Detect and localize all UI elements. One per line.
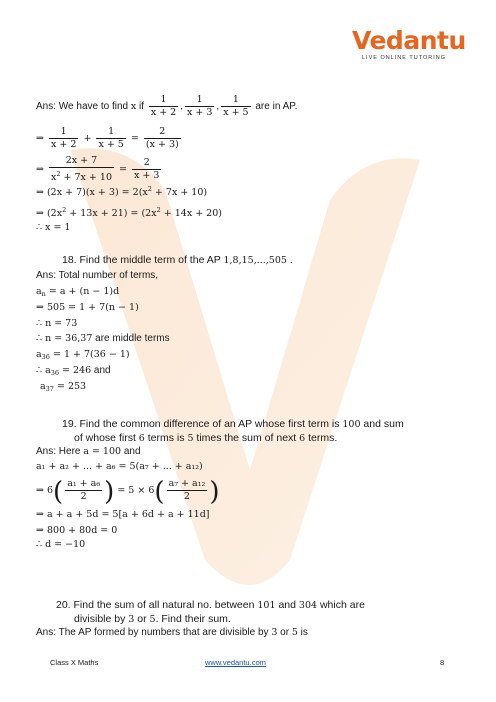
q19-line-4: ⇒ 800 + 80d = 0 [36, 525, 118, 536]
q17-step-4: ⇒ $(2x^2 + 13x + 21) = (2x^2 + 14x + 20)$ [36, 206, 222, 219]
logo-tagline: LIVE ONLINE TUTORING [362, 55, 446, 61]
footer-website-link[interactable]: www.vedantu.com [205, 658, 266, 667]
if-word: if [139, 101, 145, 113]
q18-line-2: ⇒ 505 = 1 + 7(n − 1) [36, 302, 139, 313]
q17-step-1: ⇒ $\frac{1}{x + 2}$ + $\frac{1}{x + 5}$ = $\frac{2}{(x + 3)}$ [36, 126, 179, 150]
footer-class-label: Class X Maths [50, 658, 99, 667]
q18-title: 18. Find the middle term of the AP 1,8,15,...,505 . [62, 254, 293, 266]
vedantu-logo [352, 26, 466, 61]
ans-intro: We have to find [58, 101, 129, 113]
q19-line-2: ⇒ 6( $\frac{\text{a₁ + a₆}}{2}$ ) = 5 × 6( $\frac{\text{a₇ + a₁₂}}{2}$ ) [36, 477, 220, 507]
q18-ans: Ans: Total number of terms, [36, 270, 159, 281]
page-number: 8 [440, 658, 445, 667]
q19-title-line-2: of whose first 6 terms is 5 times the sum of next 6 terms. [74, 432, 338, 444]
fraction: $\frac{1}{x + 3}$ [187, 94, 213, 118]
q18-line-3: ∴ n = 73 [36, 318, 78, 329]
q17-ans-line: Ans: We have to find x if $\frac{1}{x + 2}$ , $\frac{1}{x + 3}$ , $\frac{1}{x + 5}$ are in AP. [36, 94, 298, 118]
logo-wordmark: Vedantu [352, 26, 466, 55]
ans-label: Ans: [36, 101, 57, 113]
q18-line-6: ∴ $a_{36} = 246$ and [36, 365, 111, 377]
q18-line-7: $a_{37} = 253$ [40, 381, 87, 393]
var-x: x [130, 101, 137, 113]
q17-step-2: ⇒ $\frac{2x + 7}{x^2 + 7x + 10}$ = $\frac{2}{x + 3}$ [36, 155, 160, 183]
q20-ans: Ans: The AP formed by numbers that are divisible by 3 or 5 is [36, 627, 308, 638]
fraction: $\frac{1}{x + 2}$ [150, 94, 177, 118]
q18-line-1: $a_n = a + (n - 1)d$ [36, 286, 120, 298]
q19-line-5: ∴ d = −10 [36, 539, 86, 550]
q19-line-3: ⇒ a + a + 5d = 5[a + 6d + a + 11d] [36, 509, 210, 520]
q19-title-line-1: 19. Find the common difference of an AP whose first term is 100 and sum [62, 418, 404, 430]
q17-step-5: ∴ x = 1 [36, 222, 71, 233]
q19-line-1: a₁ + a₂ + ... + a₆ = 5(a₇ + ... + a₁₂) [36, 461, 203, 472]
ans-tail: are in AP. [255, 101, 298, 113]
q20-title-line-2: divisible by 3 or 5. Find their sum. [74, 613, 231, 625]
fraction: $\frac{1}{x + 5}$ [223, 94, 249, 118]
q17-step-3: ⇒ $(2x + 7)(x + 3) = 2(x^2 + 7x + 10)$ [36, 185, 208, 198]
q18-line-5: $a_{36} = 1 + 7(36 - 1)$ [36, 349, 130, 361]
q18-line-4: ∴ n = 36,37 are middle terms [36, 333, 170, 344]
q19-ans: Ans: Here a = 100 and [36, 446, 141, 457]
q20-title-line-1: 20. Find the sum of all natural no. between 101 and 304 which are [56, 599, 365, 611]
